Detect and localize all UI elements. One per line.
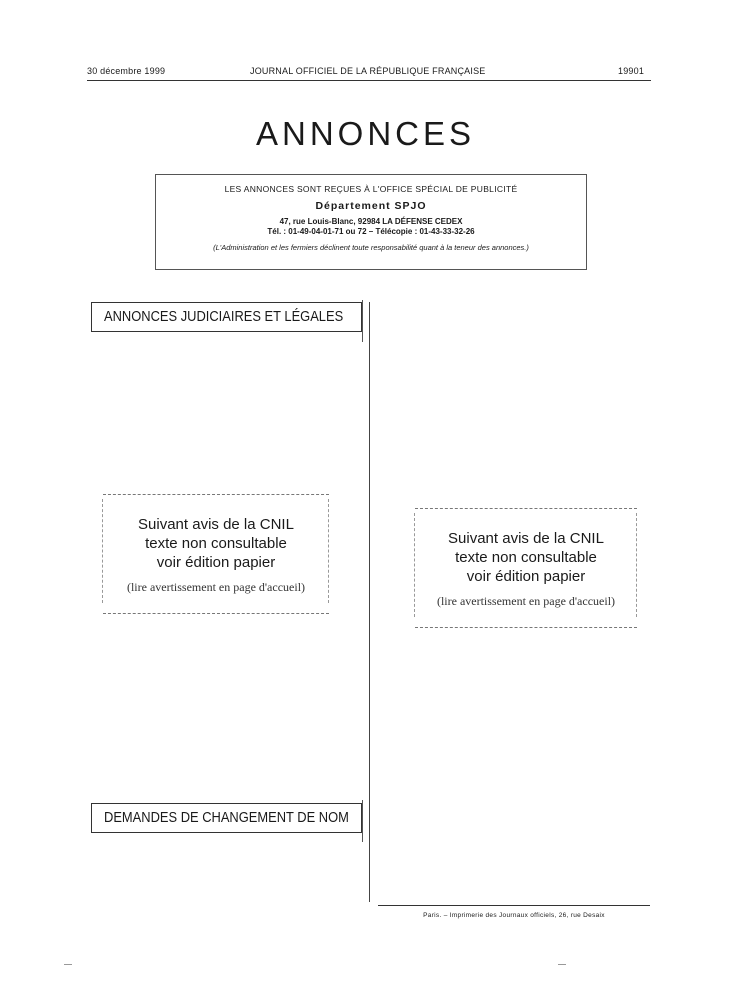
info-phone: Tél. : 01-49-04-01-71 ou 72 – Télécopie : 01-43-33-32-26 xyxy=(267,227,475,236)
footer-rule xyxy=(378,905,650,906)
cnil-right-edge xyxy=(328,499,330,603)
scan-speck xyxy=(64,964,72,965)
header-rule xyxy=(87,80,651,81)
info-box xyxy=(155,174,587,270)
header-date: 30 décembre 1999 xyxy=(87,66,166,76)
header-journal-title: JOURNAL OFFICIEL DE LA RÉPUBLIQUE FRANÇAISE xyxy=(250,66,486,76)
cnil-left-line3: voir édition papier xyxy=(156,554,276,571)
header-page-number: 19901 xyxy=(618,66,645,76)
cnil-left-line2: texte non consultable xyxy=(145,535,287,552)
section-heading-name-change-label: DEMANDES DE CHANGEMENT DE NOM xyxy=(104,809,349,826)
cnil-left-line1: Suivant avis de la CNIL xyxy=(138,516,294,533)
cnil-right-line2: texte non consultable xyxy=(455,549,597,566)
section-heading-legal xyxy=(91,302,362,332)
section-heading-name-change xyxy=(91,803,362,833)
footer-imprint: Paris. – Imprimerie des Journaux officiels, 26, rue Desaix xyxy=(423,912,605,919)
info-department: Département SPJO xyxy=(315,200,427,212)
info-reception-line: LES ANNONCES SONT REÇUES À L'OFFICE SPÉCIAL DE PUBLICITÉ xyxy=(224,184,518,194)
cnil-right-line1: Suivant avis de la CNIL xyxy=(448,530,604,547)
section-heading-legal-label: ANNONCES JUDICIAIRES ET LÉGALES xyxy=(104,308,344,325)
info-address: 47, rue Louis-Blanc, 92984 LA DÉFENSE CEDEX xyxy=(279,217,463,226)
cnil-notice-right xyxy=(415,508,637,628)
cnil-left-edge xyxy=(102,499,104,603)
heading-tick xyxy=(362,300,363,342)
cnil-left-note: (lire avertissement en page d'accueil) xyxy=(126,580,306,594)
cnil-left-edge xyxy=(414,513,416,617)
cnil-right-edge xyxy=(636,513,638,617)
cnil-right-note: (lire avertissement en page d'accueil) xyxy=(436,594,616,608)
heading-tick xyxy=(362,800,363,842)
scan-speck xyxy=(558,964,566,965)
info-disclaimer: (L'Administration et les fermiers déclinent toute responsabilité quant à la teneur des annonces.) xyxy=(213,243,529,252)
page-title: ANNONCES xyxy=(255,115,476,152)
cnil-notice-left xyxy=(103,494,329,614)
cnil-right-line3: voir édition papier xyxy=(466,568,586,585)
